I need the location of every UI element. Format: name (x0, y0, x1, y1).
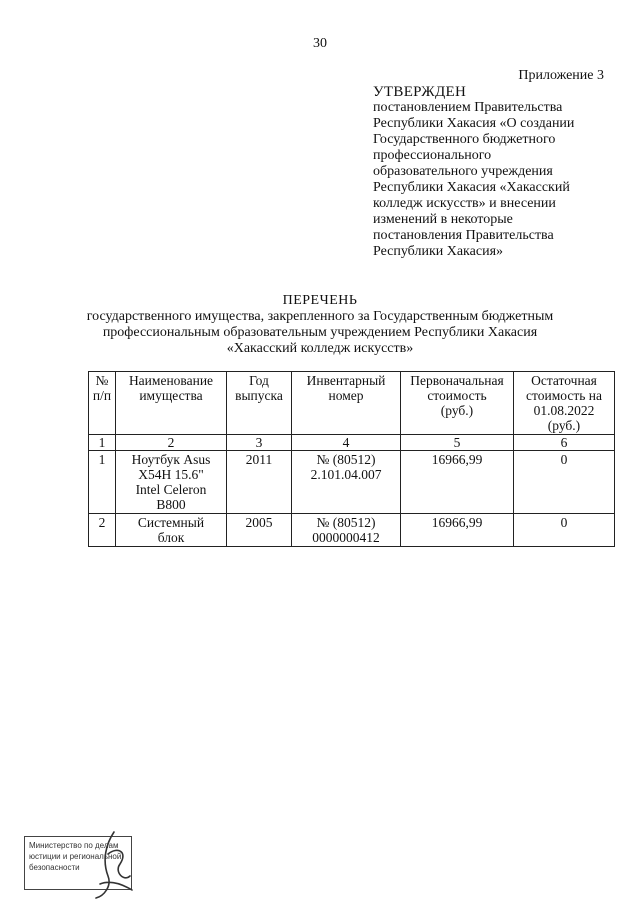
approval-line: образовательного учреждения (373, 164, 553, 179)
approval-block (373, 84, 613, 260)
list-title: ПЕРЕЧЕНЬ (282, 293, 358, 308)
property-table (88, 371, 615, 547)
list-title-block (0, 293, 640, 357)
cell-residual-cost: 0 (514, 451, 615, 514)
cell-inventory: № (80512) 2.101.04.007 (292, 451, 401, 514)
cell-name: Системный блок (116, 514, 227, 547)
appendix-label: Приложение 3 (518, 68, 604, 83)
approval-line: Государственного бюджетного (373, 132, 556, 147)
table-row (89, 514, 615, 547)
approval-line: постановления Правительства (373, 228, 554, 243)
list-subtitle-line: «Хакасский колледж искусств» (226, 341, 414, 356)
col-header-residual-cost: Остаточная стоимость на 01.08.2022 (руб.) (514, 372, 615, 435)
approval-line: изменений в некоторые (373, 212, 513, 227)
cell-residual-cost: 0 (514, 514, 615, 547)
cell-year: 2011 (227, 451, 292, 514)
col-header-year: Год выпуска (227, 372, 292, 435)
approval-line: Республики Хакасия «О создании (373, 116, 575, 131)
cell-number: 2 (89, 514, 116, 547)
list-subtitle-line: государственного имущества, закрепленного за Государственным бюджетным (86, 309, 554, 324)
col-header-number: № п/п (89, 372, 116, 435)
stamp-line: безопасности (29, 863, 80, 872)
list-subtitle-line: профессиональным образовательным учреждением Республики Хакасия (102, 325, 538, 340)
stamp-line: Министерство по делам (29, 841, 119, 850)
approval-line: профессионального (373, 148, 492, 163)
column-number-row (89, 435, 615, 451)
col-header-name: Наименование имущества (116, 372, 227, 435)
col-header-initial-cost: Первоначальная стоимость (руб.) (401, 372, 514, 435)
table-header-row (89, 372, 615, 435)
table-row (89, 451, 615, 514)
approval-line: Республики Хакасия «Хакасский (373, 180, 570, 195)
cell-number: 1 (89, 451, 116, 514)
column-number: 4 (292, 435, 401, 451)
column-number: 2 (116, 435, 227, 451)
approval-heading: УТВЕРЖДЕН (373, 84, 467, 100)
cell-year: 2005 (227, 514, 292, 547)
page-number: 30 (313, 36, 327, 51)
col-header-inventory: Инвентарный номер (292, 372, 401, 435)
column-number: 6 (514, 435, 615, 451)
approval-line: постановлением Правительства (373, 100, 563, 115)
column-number: 3 (227, 435, 292, 451)
approval-line: колледж искусств» и внесении (373, 196, 556, 211)
cell-name: Ноутбук Asus X54H 15.6" Intel Celeron B800 (116, 451, 227, 514)
column-number: 1 (89, 435, 116, 451)
cell-initial-cost: 16966,99 (401, 514, 514, 547)
stamp-line: юстиции и региональной (29, 852, 122, 861)
approval-line: Республики Хакасия» (373, 244, 504, 259)
cell-inventory: № (80512) 0000000412 (292, 514, 401, 547)
column-number: 5 (401, 435, 514, 451)
cell-initial-cost: 16966,99 (401, 451, 514, 514)
signature-mark (84, 824, 144, 904)
